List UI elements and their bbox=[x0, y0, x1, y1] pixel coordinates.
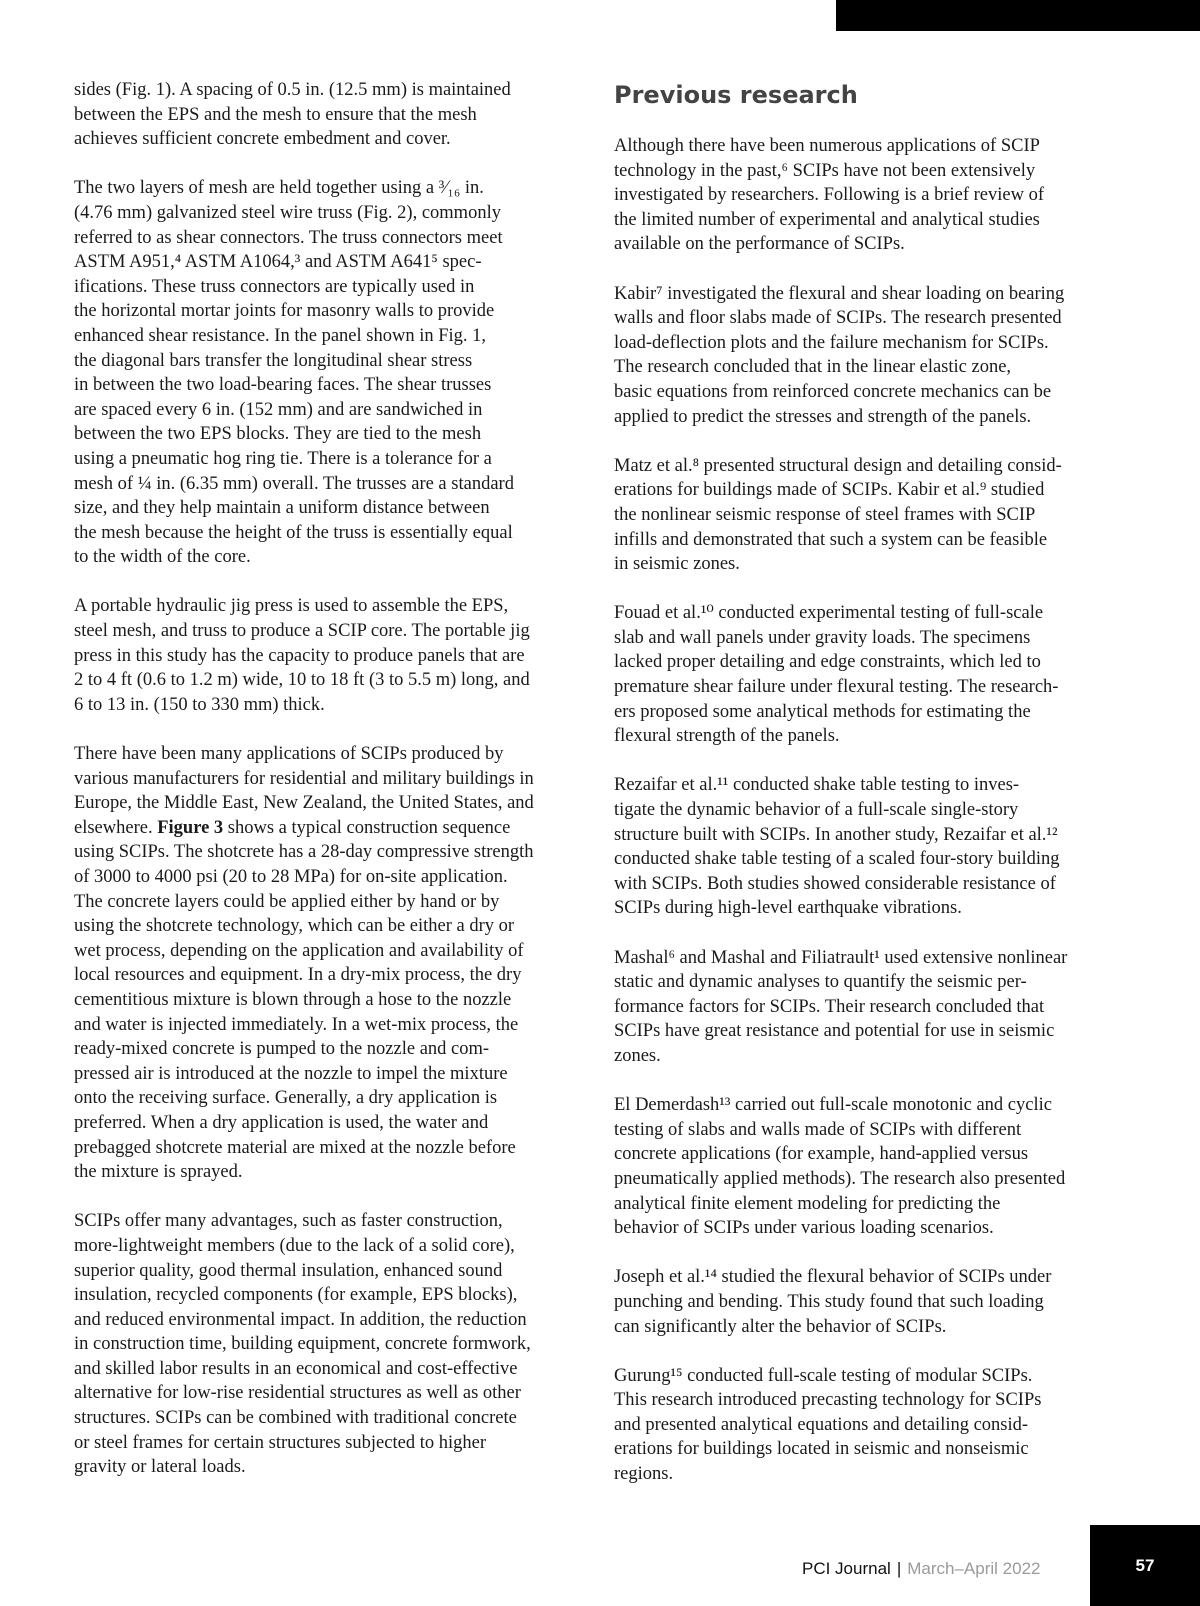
text-line: Rezaifar et al.¹¹ conducted shake table testing to inves- bbox=[614, 775, 1020, 796]
text-line: and skilled labor results in an economical and cost-effective bbox=[74, 1358, 518, 1379]
journal-name: PCI Journal bbox=[802, 1559, 891, 1578]
text-line: regions. bbox=[614, 1464, 674, 1485]
text-line: 6 to 13 in. (150 to 330 mm) thick. bbox=[74, 694, 325, 715]
text-line: basic equations from reinforced concrete mechanics can be bbox=[614, 381, 1052, 402]
issue-date: March–April 2022 bbox=[907, 1559, 1041, 1578]
text-line: Joseph et al.¹⁴ studied the flexural behavior of SCIPs under bbox=[614, 1267, 1052, 1288]
text-line: ASTM A951,⁴ ASTM A1064,³ and ASTM A641⁵ spec- bbox=[74, 252, 482, 273]
text-line: prebagged shotcrete material are mixed at the nozzle before bbox=[74, 1137, 516, 1158]
text-line: of 3000 to 4000 psi (20 to 28 MPa) for on-site application. bbox=[74, 867, 508, 887]
paragraph bbox=[614, 773, 1134, 921]
paragraph bbox=[74, 78, 586, 152]
text-line: the horizontal mortar joints for masonry walls to provide bbox=[74, 301, 495, 322]
paragraph bbox=[614, 601, 1134, 749]
footer-separator: | bbox=[896, 1559, 902, 1578]
page-number: 57 bbox=[1135, 1555, 1155, 1575]
text-line: zones. bbox=[614, 1045, 661, 1066]
text-line: onto the receiving surface. Generally, a dry application is bbox=[74, 1088, 498, 1109]
text-line: Europe, the Middle East, New Zealand, the United States, and bbox=[74, 793, 534, 814]
text-line: concrete applications (for example, hand-applied versus bbox=[614, 1144, 1029, 1165]
text-line: SCIPs during high-level earthquake vibrations. bbox=[614, 898, 962, 919]
text-line: tigate the dynamic behavior of a full-scale single-story bbox=[614, 800, 1019, 821]
text-line: SCIPs offer many advantages, such as faster construction, bbox=[74, 1211, 503, 1232]
text-line: flexural strength of the panels. bbox=[614, 726, 840, 747]
text-line: Fouad et al.¹⁰ conducted experimental testing of full-scale bbox=[614, 603, 1044, 624]
text-line: ers proposed some analytical methods for estimating the bbox=[614, 701, 1031, 722]
text-line: Matz et al.⁸ presented structural design and detailing consid- bbox=[614, 455, 1062, 476]
text-line: punching and bending. This study found that such loading bbox=[614, 1291, 1044, 1312]
text-line: are spaced every 6 in. (152 mm) and are sandwiched in bbox=[74, 399, 483, 420]
text-line: pneumatically applied methods). The research also presented bbox=[614, 1168, 1066, 1189]
text-line: infills and demonstrated that such a system can be feasible bbox=[614, 529, 1048, 550]
text-line: the diagonal bars transfer the longitudinal shear stress bbox=[74, 350, 473, 371]
text-line: applied to predict the stresses and strength of the panels. bbox=[614, 406, 1032, 427]
text-line: walls and floor slabs made of SCIPs. The research presented bbox=[614, 308, 1062, 329]
text-line: Although there have been numerous applications of SCIP bbox=[614, 136, 1040, 156]
text-line: analytical finite element modeling for predicting the bbox=[614, 1193, 1001, 1214]
text-line: technology in the past,⁶ SCIPs have not been extensively bbox=[614, 160, 1036, 181]
text-line: superior quality, good thermal insulation, enhanced sound bbox=[74, 1260, 503, 1281]
text-line: erations for buildings made of SCIPs. Kabir et al.⁹ studied bbox=[614, 480, 1045, 501]
text-line: El Demerdash¹³ carried out full-scale monotonic and cyclic bbox=[614, 1095, 1052, 1116]
text-line: elsewhere. Figure 3 shows a typical construction sequence bbox=[74, 817, 511, 838]
text-line: available on the performance of SCIPs. bbox=[614, 234, 905, 255]
paragraph bbox=[614, 282, 1134, 430]
text-line: behavior of SCIPs under various loading scenarios. bbox=[614, 1218, 994, 1239]
text-line: gravity or lateral loads. bbox=[74, 1457, 246, 1478]
text-line: the mesh because the height of the truss is essentially equal bbox=[74, 522, 513, 543]
text-line: using a pneumatic hog ring tie. There is a tolerance for a bbox=[74, 448, 492, 469]
text-line: and presented analytical equations and detailing consid- bbox=[614, 1414, 1029, 1435]
text-line: can significantly alter the behavior of SCIPs. bbox=[614, 1316, 947, 1337]
paragraph bbox=[614, 946, 1134, 1069]
text-line: pressed air is introduced at the nozzle to impel the mixture bbox=[74, 1063, 508, 1084]
text-line: SCIPs have great resistance and potential for use in seismic bbox=[614, 1021, 1055, 1042]
text-line: preferred. When a dry application is used, the water and bbox=[74, 1112, 489, 1133]
text-line: referred to as shear connectors. The truss connectors meet bbox=[74, 227, 503, 248]
text-line: in seismic zones. bbox=[614, 554, 740, 575]
text-line: There have been many applications of SCIPs produced by bbox=[74, 744, 504, 765]
text-line: static and dynamic analyses to quantify the seismic per- bbox=[614, 972, 1027, 993]
section-heading: Previous research bbox=[614, 81, 858, 109]
text-line: insulation, recycled components (for example, EPS blocks), bbox=[74, 1285, 518, 1306]
text-line: structures. SCIPs can be combined with traditional concrete bbox=[74, 1408, 517, 1429]
paragraph bbox=[614, 1265, 1134, 1339]
paragraph bbox=[74, 176, 586, 570]
paragraph bbox=[614, 1093, 1134, 1241]
text-line: premature shear failure under flexural testing. The research- bbox=[614, 677, 1059, 698]
text-line: in between the two load-bearing faces. The shear trusses bbox=[74, 375, 492, 396]
text-line: Kabir⁷ investigated the flexural and shear loading on bearing bbox=[614, 283, 1065, 304]
text-line: mesh of ¼ in. (6.35 mm) overall. The trusses are a standard bbox=[74, 473, 514, 494]
text-line: press in this study has the capacity to produce panels that are bbox=[74, 645, 525, 666]
text-line: testing of slabs and walls made of SCIPs with different bbox=[614, 1119, 1022, 1140]
text-line: or steel frames for certain structures subjected to higher bbox=[74, 1432, 486, 1453]
text-line: wet process, depending on the application and availability of bbox=[74, 940, 524, 961]
paragraph bbox=[614, 454, 1134, 577]
footer bbox=[802, 1556, 1041, 1582]
text-line: This research introduced precasting technology for SCIPs bbox=[614, 1390, 1042, 1411]
text-line: structure built with SCIPs. In another study, Rezaifar et al.¹² bbox=[614, 824, 1058, 845]
text-line: slab and wall panels under gravity loads. The specimens bbox=[614, 627, 1031, 648]
text-line: and reduced environmental impact. In addition, the reduction bbox=[74, 1309, 527, 1330]
text-line: conducted shake table testing of a scaled four-story building bbox=[614, 849, 1060, 870]
page-number-box bbox=[1090, 1525, 1200, 1606]
text-line: The concrete layers could be applied either by hand or by bbox=[74, 891, 500, 912]
text-line: Mashal⁶ and Mashal and Filiatrault¹ used extensive nonlinear bbox=[614, 947, 1068, 968]
text-line: the nonlinear seismic response of steel frames with SCIP bbox=[614, 504, 1036, 525]
text-line: enhanced shear resistance. In the panel shown in Fig. 1, bbox=[74, 325, 487, 346]
right-column bbox=[614, 78, 1134, 1511]
text-line: sides (Fig. 1). A spacing of 0.5 in. (12.5 mm) is maintained bbox=[74, 80, 511, 100]
text-line: to the width of the core. bbox=[74, 547, 251, 568]
text-line: the mixture is sprayed. bbox=[74, 1162, 243, 1183]
text-line: A portable hydraulic jig press is used to assemble the EPS, bbox=[74, 596, 509, 617]
text-line: alternative for low-rise residential structures as well as other bbox=[74, 1383, 521, 1404]
text-line: more-lightweight members (due to the lack of a solid core), bbox=[74, 1235, 515, 1256]
text-line: the limited number of experimental and analytical studies bbox=[614, 209, 1040, 230]
text-line: size, and they help maintain a uniform distance between bbox=[74, 498, 490, 519]
text-line: formance factors for SCIPs. Their research concluded that bbox=[614, 996, 1045, 1017]
text-line: load-deflection plots and the failure mechanism for SCIPs. bbox=[614, 332, 1049, 353]
text-line: Gurung¹⁵ conducted full-scale testing of modular SCIPs. bbox=[614, 1365, 1033, 1386]
text-line: ready-mixed concrete is pumped to the nozzle and com- bbox=[74, 1039, 490, 1060]
text-line: steel mesh, and truss to produce a SCIP core. The portable jig bbox=[74, 621, 530, 642]
text-line: cementitious mixture is blown through a hose to the nozzle bbox=[74, 989, 512, 1010]
text-line: various manufacturers for residential and military buildings in bbox=[74, 768, 534, 789]
paragraph bbox=[74, 1209, 586, 1480]
text-line: erations for buildings located in seismic and nonseismic bbox=[614, 1439, 1029, 1460]
paragraph bbox=[74, 742, 586, 1185]
text-line: investigated by researchers. Following is a brief review of bbox=[614, 185, 1044, 206]
text-line: 2 to 4 ft (0.6 to 1.2 m) wide, 10 to 18 ft (3 to 5.5 m) long, and bbox=[74, 670, 530, 691]
text-line: achieves sufficient concrete embedment and cover. bbox=[74, 129, 451, 150]
text-line: ifications. These truss connectors are typically used in bbox=[74, 276, 475, 297]
text-line: using SCIPs. The shotcrete has a 28-day compressive strength bbox=[74, 842, 534, 863]
text-line: The research concluded that in the linear elastic zone, bbox=[614, 357, 1012, 378]
paragraph bbox=[614, 134, 1134, 257]
text-line: between the EPS and the mesh to ensure that the mesh bbox=[74, 104, 477, 125]
text-line: The two layers of mesh are held together using a ³⁄₁₆ in. bbox=[74, 178, 484, 199]
text-line: with SCIPs. Both studies showed considerable resistance of bbox=[614, 873, 1056, 894]
text-line: (4.76 mm) galvanized steel wire truss (Fig. 2), commonly bbox=[74, 202, 501, 223]
text-line: lacked proper detailing and edge constraints, which led to bbox=[614, 652, 1041, 673]
left-column bbox=[74, 78, 586, 1504]
header-bar bbox=[836, 0, 1200, 31]
text-line: between the two EPS blocks. They are tied to the mesh bbox=[74, 424, 482, 445]
text-line: local resources and equipment. In a dry-mix process, the dry bbox=[74, 965, 522, 986]
paragraph bbox=[74, 594, 586, 717]
text-line: in construction time, building equipment, concrete formwork, bbox=[74, 1334, 531, 1355]
text-line: using the shotcrete technology, which can be either a dry or bbox=[74, 916, 515, 937]
text-line: and water is injected immediately. In a wet-mix process, the bbox=[74, 1014, 519, 1035]
paragraph bbox=[614, 1364, 1134, 1487]
